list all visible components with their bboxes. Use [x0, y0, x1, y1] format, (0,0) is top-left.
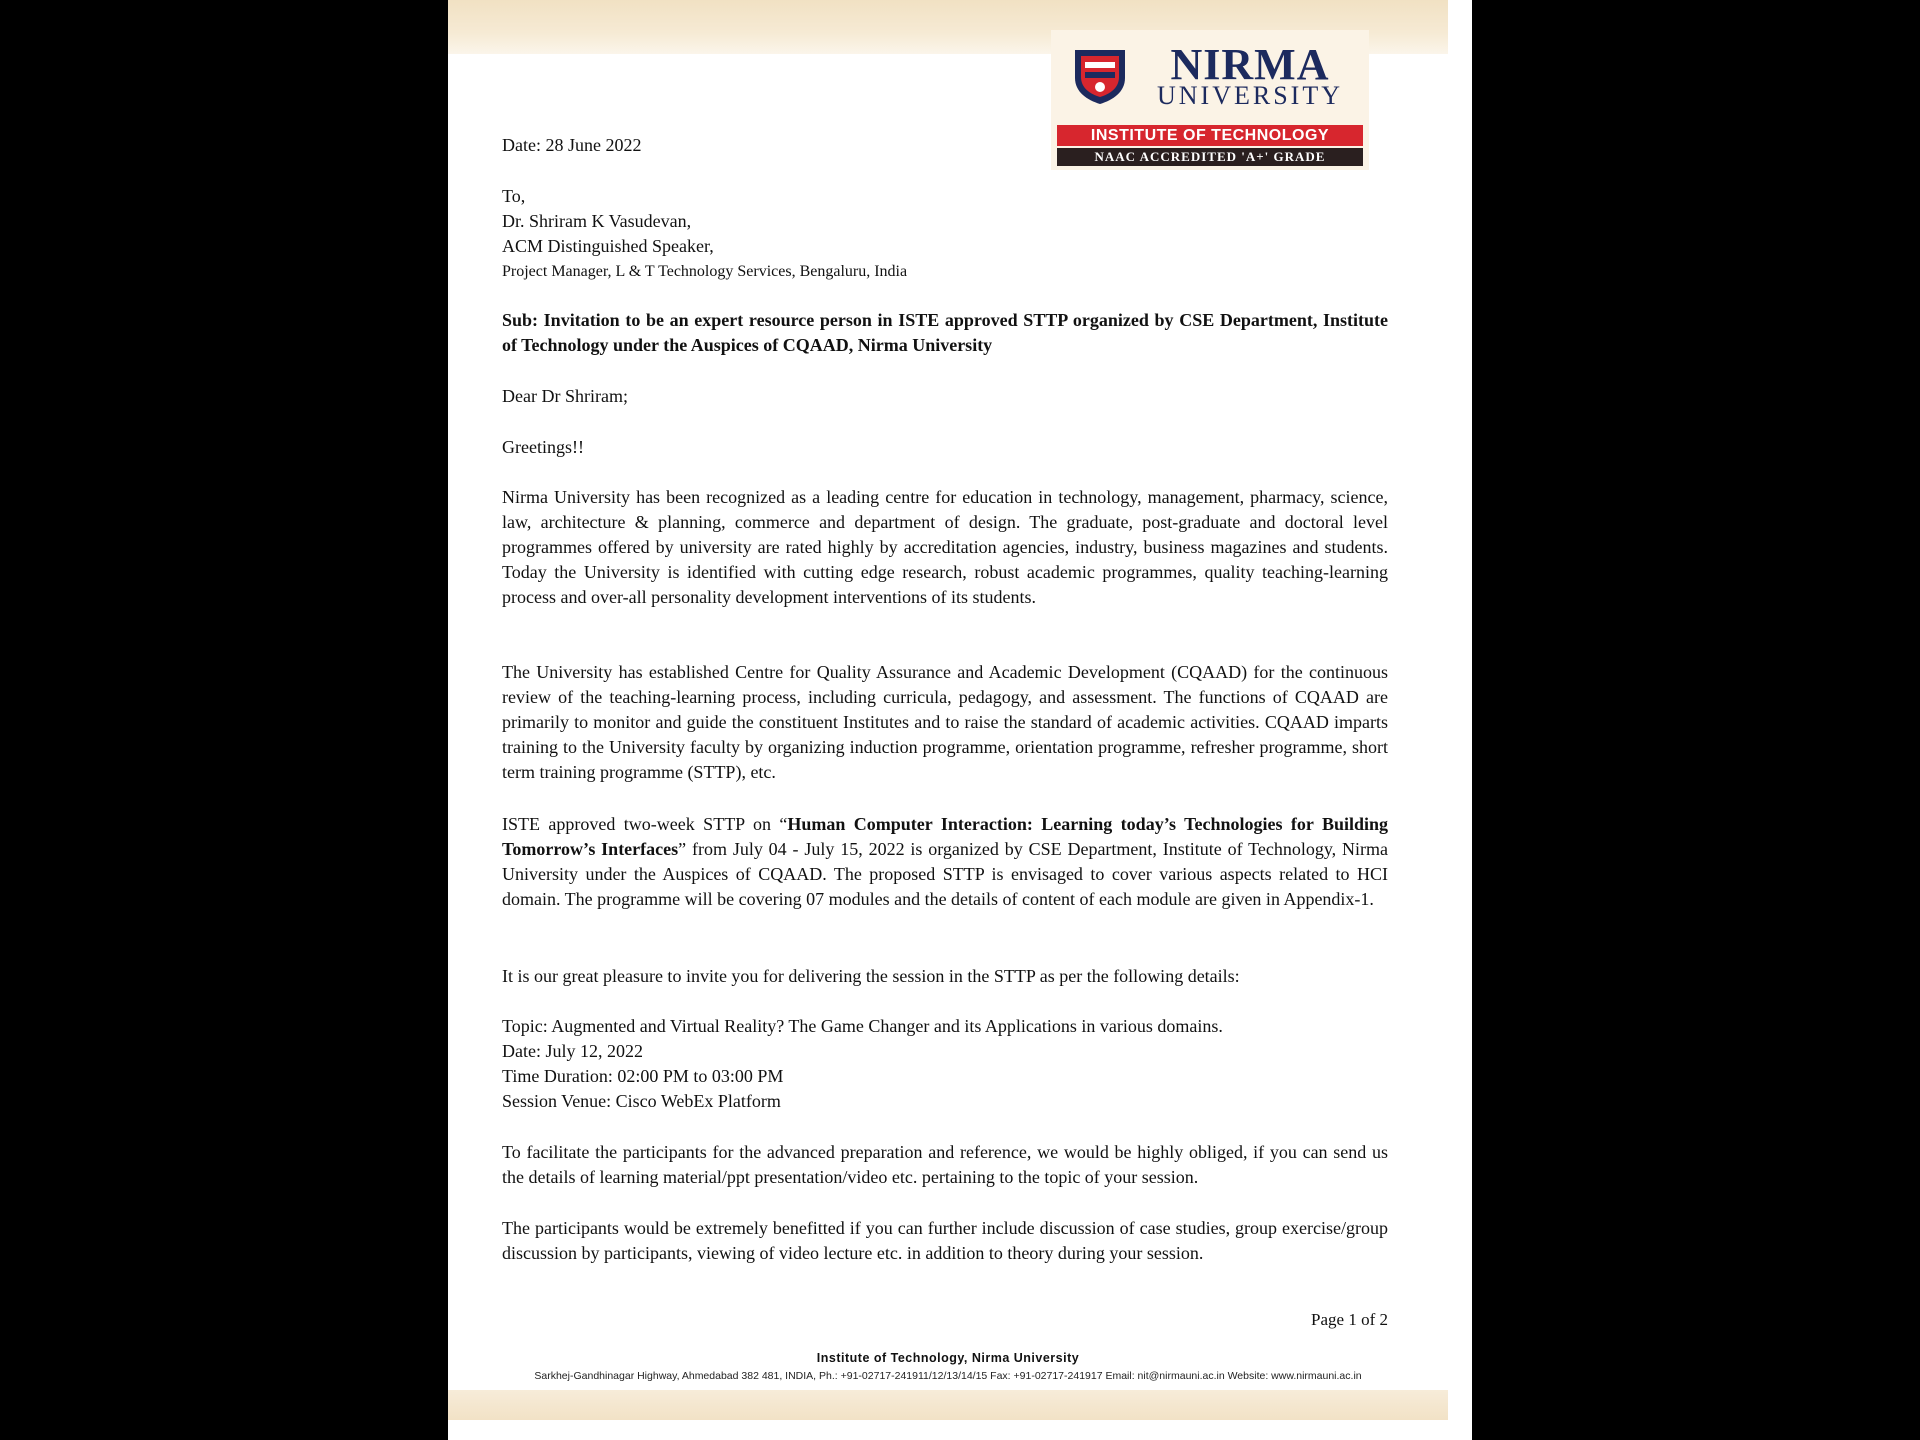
- page-number: Page 1 of 2: [1311, 1310, 1388, 1329]
- paragraph-material-request: To facilitate the participants for the advanced preparation and reference, we would be highly obliged, if you can send us the details of learning material/ppt presentation/video etc. pertaining to the topic of your session.: [502, 1142, 1388, 1187]
- recipient-block: [502, 184, 1388, 284]
- logo-subtitle: UNIVERSITY: [1157, 81, 1343, 110]
- recipient-name: Dr. Shriram K Vasudevan,: [502, 211, 692, 231]
- paragraph-cqaad: The University has established Centre for Quality Assurance and Academic Development (CQAAD) for the continuous review of the teaching-learning process, including curricula, pedagogy, and assessment. The functions of CQAAD are primarily to monitor and guide the constituent Institutes and to raise the standard of academic activities. CQAAD imparts training to the University faculty by organizing induction programme, orientation programme, refresher programme, short term training programme (STTP), etc.: [502, 662, 1388, 782]
- letter-subject: Sub: Invitation to be an expert resource person in ISTE approved STTP organized by CSE Department, Institute of Technology under the Auspices of CQAAD, Nirma University: [502, 310, 1388, 355]
- paragraph-sttp: [502, 812, 1388, 912]
- letter-date: Date: 28 June 2022: [502, 135, 642, 155]
- logo-name: NIRMA: [1170, 40, 1330, 89]
- paragraph-participants: The participants would be extremely benefitted if you can further include discussion of case studies, group exercise/group discussion by participants, viewing of video lecture etc. in addition to theory during your session.: [502, 1218, 1388, 1263]
- session-topic: Topic: Augmented and Virtual Reality? The Game Changer and its Applications in various domains.: [502, 1016, 1223, 1036]
- letter-page: [448, 0, 1472, 1440]
- letterhead-bottom-band: [448, 1390, 1448, 1420]
- sttp-prefix: ISTE approved two-week STTP on “: [502, 814, 788, 834]
- footer-address: Sarkhej-Gandhinagar Highway, Ahmedabad 382 481, INDIA, Ph.: +91-02717-241911/12/13/14/15 Fax: +91-02717-241917 Email: nit@nirmauni.ac.in Website: www.nirmauni.ac.in: [534, 1370, 1362, 1382]
- greeting: Greetings!!: [502, 437, 584, 457]
- crest-icon: [1071, 44, 1129, 106]
- sttp-title: Human Computer Interaction: Learning today’s Technologies for Building Tomorrow’s Interfaces: [502, 814, 1388, 859]
- session-date: Date: July 12, 2022: [502, 1041, 643, 1061]
- recipient-organization: Project Manager, L & T Technology Services, Bengaluru, India: [502, 263, 908, 280]
- paragraph-university-intro: Nirma University has been recognized as a leading centre for education in technology, management, pharmacy, science, law, architecture & planning, commerce and department of design. The graduate, post-graduate and doctoral level programmes offered by university are rated highly by accreditation agencies, industry, business magazines and students. Today the University is identified with cutting edge research, robust academic programmes, quality teaching-learning process and over-all personality development interventions of its students.: [502, 487, 1388, 607]
- logo-institute-strip: INSTITUTE OF TECHNOLOGY: [1057, 125, 1363, 146]
- logo-accreditation-strip: NAAC ACCREDITED 'A+' GRADE: [1057, 148, 1363, 166]
- session-venue: Session Venue: Cisco WebEx Platform: [502, 1091, 781, 1111]
- footer-institute-name: Institute of Technology, Nirma University: [816, 1351, 1080, 1365]
- to-line: To,: [502, 186, 526, 206]
- paragraph-invitation: It is our great pleasure to invite you for delivering the session in the STTP as per the following details:: [502, 966, 1240, 986]
- session-time: Time Duration: 02:00 PM to 03:00 PM: [502, 1066, 784, 1086]
- salutation: Dear Dr Shriram;: [502, 386, 628, 406]
- sttp-suffix: ” from July 04 - July 15, 2022 is organized by CSE Department, Institute of Technology, Nirma University under the Auspices of CQAAD. The proposed STTP is envisaged to cover various aspects related to HCI domain. The programme will be covering 07 modules and the details of content of each module are given in Appendix-1.: [502, 839, 1388, 909]
- session-details: [502, 1014, 1388, 1114]
- recipient-title: ACM Distinguished Speaker,: [502, 236, 714, 256]
